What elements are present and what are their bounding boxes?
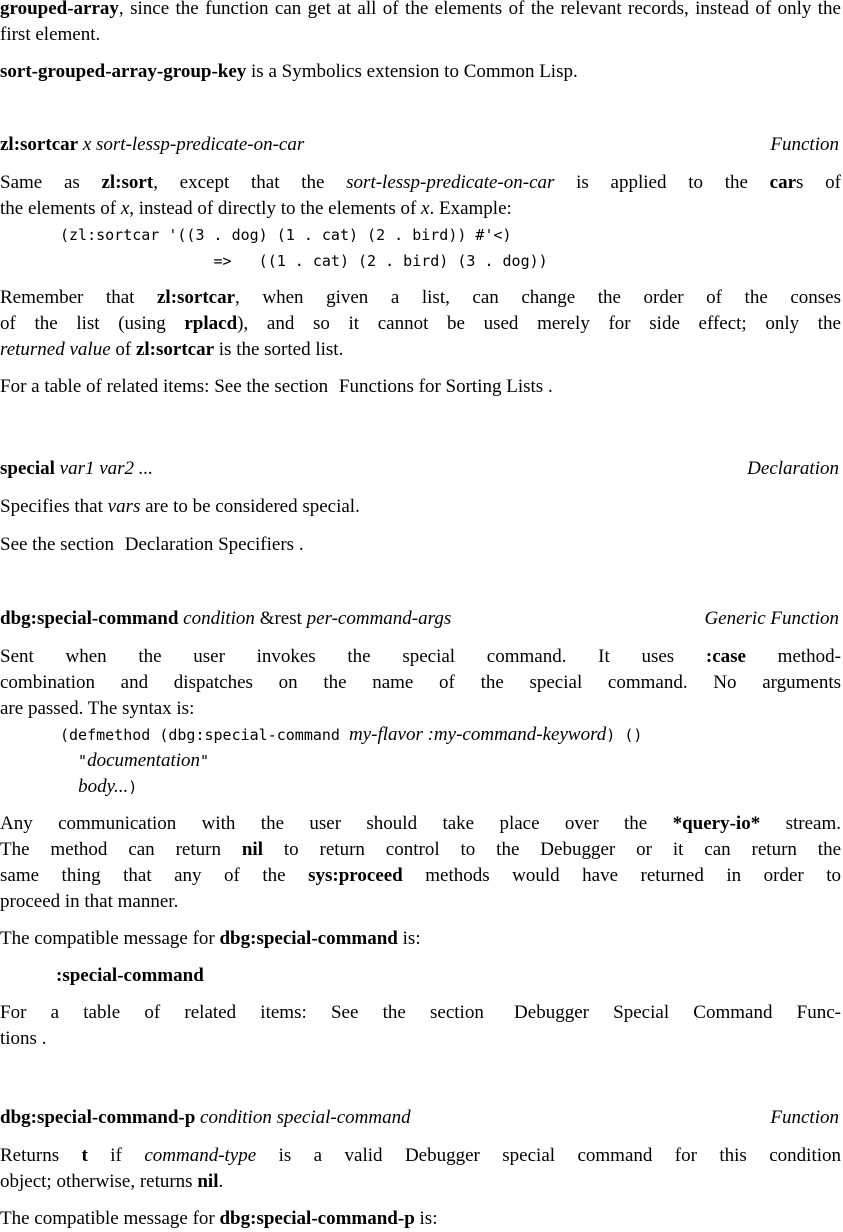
code-syntax-line: body...) bbox=[78, 776, 138, 797]
function-args: condition special-command bbox=[200, 1107, 411, 1128]
function-name: dbg:special-command-p bbox=[0, 1107, 196, 1128]
description-line: The compatible message for dbg:special-command-p is: bbox=[0, 1208, 438, 1229]
term: grouped-array bbox=[0, 0, 119, 19]
function-args: var1 var2 ... bbox=[59, 458, 154, 479]
related-items-line: tions . bbox=[0, 1028, 47, 1049]
description-line: of the list (using rplacd), and so it cannot be used merely for side effect; only the bbox=[0, 313, 841, 334]
entry-header bbox=[0, 606, 841, 632]
sortcar-entry bbox=[0, 132, 841, 400]
text: is a Symbolics extension to Common Lisp. bbox=[246, 61, 578, 82]
entry-kind: Declaration bbox=[747, 458, 839, 479]
compatible-message: :special-command bbox=[56, 965, 204, 986]
description-line: Specifies that vars are to be considered special. bbox=[0, 496, 360, 517]
description-line: same thing that any of the sys:proceed methods would have returned in order to bbox=[0, 865, 841, 886]
description-line: combination and dispatches on the name of the special command. No arguments bbox=[0, 672, 841, 693]
description-line: returned value of zl:sortcar is the sorted list. bbox=[0, 339, 344, 360]
entry-kind: Function bbox=[770, 134, 839, 155]
entry-kind: Function bbox=[770, 1107, 839, 1128]
term: sort-grouped-array-group-key bbox=[0, 61, 247, 82]
intro-paragraph-1 bbox=[0, 0, 841, 48]
function-args: x sort-lessp-predicate-on-car bbox=[82, 134, 305, 155]
description-line: Returns t if command-type is a valid Debugger special command for this condition bbox=[0, 1145, 842, 1166]
entry-header bbox=[0, 456, 841, 482]
description-line: Sent when the user invokes the special command. It uses :case method- bbox=[0, 646, 841, 667]
special-command-entry bbox=[0, 606, 841, 1052]
intro-paragraph-2 bbox=[0, 59, 841, 85]
function-args: per-command-args bbox=[306, 608, 452, 629]
text: , since the function can get at all of the elements of the relevant records, instead of only the first element. bbox=[0, 0, 841, 45]
entry-kind: Generic Function bbox=[704, 608, 839, 629]
special-entry bbox=[0, 456, 841, 558]
description-line: object; otherwise, returns nil. bbox=[0, 1171, 224, 1192]
related-items-line: For a table of related items: See the section Functions for Sorting Lists . bbox=[0, 376, 553, 397]
entry-header bbox=[0, 1105, 841, 1131]
function-args: condition bbox=[183, 608, 255, 629]
description-line: Same as zl:sort, except that the sort-lessp-predicate-on-car is applied to the cars of bbox=[0, 172, 841, 193]
description-line: are passed. The syntax is: bbox=[0, 698, 195, 719]
function-args: &rest bbox=[259, 608, 302, 629]
description-line: The compatible message for dbg:special-command is: bbox=[0, 928, 421, 949]
entry-header bbox=[0, 132, 841, 158]
description-line: proceed in that manner. bbox=[0, 891, 179, 912]
function-name: zl:sortcar bbox=[0, 134, 79, 155]
function-name: dbg:special-command bbox=[0, 608, 179, 629]
section-link[interactable]: Functions for Sorting Lists bbox=[338, 376, 544, 397]
code-example-line: => ((1 . cat) (2 . bird) (3 . dog)) bbox=[60, 252, 548, 270]
description-line: Any communication with the user should take place over the *query-io* stream. bbox=[0, 813, 841, 834]
description-line: the elements of x, instead of directly to the elements of x. Example: bbox=[0, 198, 512, 219]
section-link[interactable]: Declaration Specifiers bbox=[124, 534, 295, 555]
code-syntax-line: "documentation" bbox=[60, 750, 210, 771]
code-example-line: (zl:sortcar '((3 . dog) (1 . cat) (2 . bird)) #'<) bbox=[60, 226, 512, 244]
see-section-line: See the section Declaration Specifiers . bbox=[0, 534, 304, 555]
code-syntax-line: (defmethod (dbg:special-command my-flavor :my-command-keyword) () bbox=[60, 724, 643, 745]
section-link[interactable]: Debugger Special Command Func- bbox=[514, 1002, 841, 1023]
description-line: Remember that zl:sortcar, when given a list, can change the order of the conses bbox=[0, 287, 841, 308]
section-link[interactable]: tions bbox=[0, 1028, 37, 1049]
related-items-line: For a table of related items: See the section Debugger Special Command Func- bbox=[0, 1002, 841, 1023]
special-command-p-entry bbox=[0, 1105, 841, 1232]
intro-section bbox=[0, 0, 841, 85]
description-line: The method can return nil to return control to the Debugger or it can return the bbox=[0, 839, 841, 860]
function-name: special bbox=[0, 458, 55, 479]
